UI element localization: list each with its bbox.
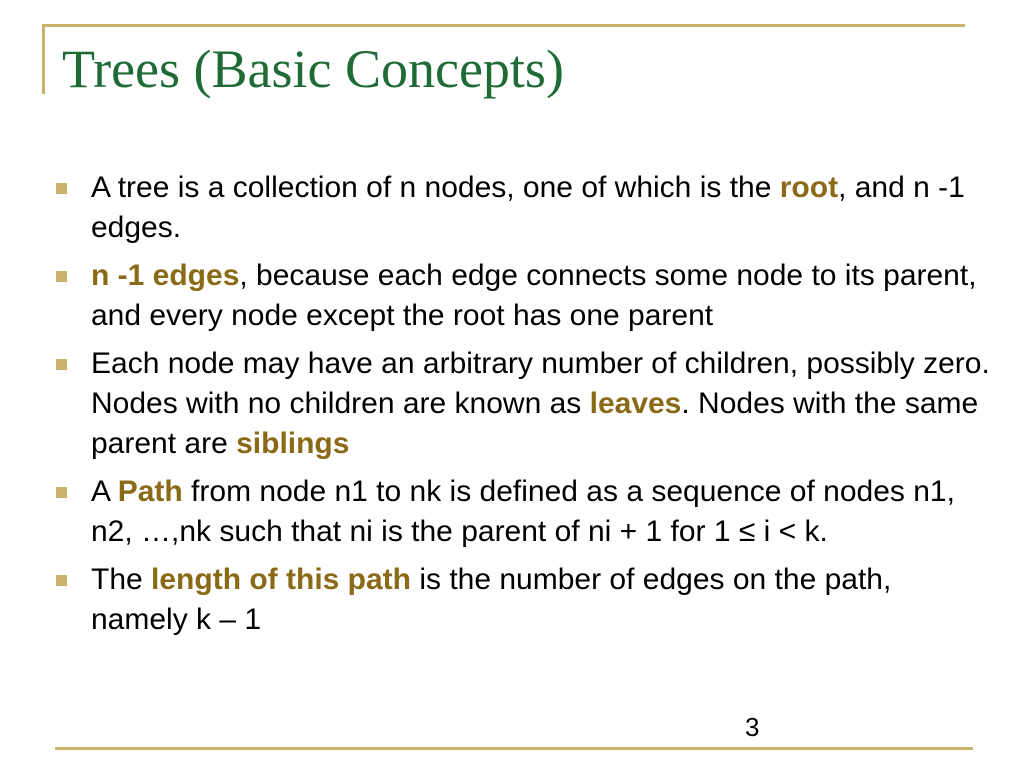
bullet-list bbox=[56, 168, 996, 648]
bullet-text-segment: . Nodes with the same parent are bbox=[91, 387, 979, 460]
bullet-text-segment: A bbox=[91, 475, 118, 508]
square-bullet-icon bbox=[56, 271, 67, 282]
bullet-text-segment: is the number of edges on the path, namely k – 1 bbox=[91, 563, 892, 636]
bullet-text-segment: The bbox=[91, 563, 152, 596]
highlighted-term: root bbox=[779, 171, 839, 204]
bullet-text-segment: , and n -1 edges. bbox=[91, 171, 965, 244]
bullet-text bbox=[91, 259, 977, 332]
highlighted-term: leaves bbox=[589, 387, 682, 420]
slide-frame-left-rule bbox=[42, 24, 45, 94]
square-bullet-icon bbox=[56, 359, 67, 370]
bullet-item bbox=[56, 168, 996, 248]
square-bullet-icon bbox=[56, 487, 67, 498]
bullet-item bbox=[56, 560, 996, 640]
highlighted-term: Path bbox=[117, 475, 183, 508]
bullet-text bbox=[91, 171, 965, 244]
bullet-item bbox=[56, 256, 996, 336]
bullet-item bbox=[56, 472, 996, 552]
bullet-text-segment: Each node may have an arbitrary number of children, possibly zero. Nodes with no children are known as bbox=[91, 347, 990, 420]
highlighted-term: n -1 edges bbox=[91, 259, 240, 292]
bullet-item bbox=[56, 344, 996, 464]
bullet-text bbox=[91, 347, 990, 460]
page-number: 3 bbox=[745, 712, 760, 742]
bullet-text-segment: from node n1 to nk is defined as a sequence of nodes n1, n2, …,nk such that ni is the parent of ni + 1 for 1 ≤ i < k. bbox=[91, 475, 955, 548]
bullet-text-segment: A tree is a collection of n nodes, one of which is the bbox=[91, 171, 780, 204]
slide-title: Trees (Basic Concepts) bbox=[62, 39, 564, 99]
slide-frame-bottom-rule bbox=[55, 747, 973, 750]
bullet-text bbox=[91, 563, 891, 636]
bullet-text bbox=[91, 475, 955, 548]
square-bullet-icon bbox=[56, 183, 67, 194]
square-bullet-icon bbox=[56, 575, 67, 586]
bullet-text-segment: , because each edge connects some node to its parent, and every node except the root has one parent bbox=[91, 259, 977, 332]
highlighted-term: length of this path bbox=[151, 563, 411, 596]
highlighted-term: siblings bbox=[236, 427, 350, 460]
slide-frame-top-rule bbox=[42, 24, 965, 27]
